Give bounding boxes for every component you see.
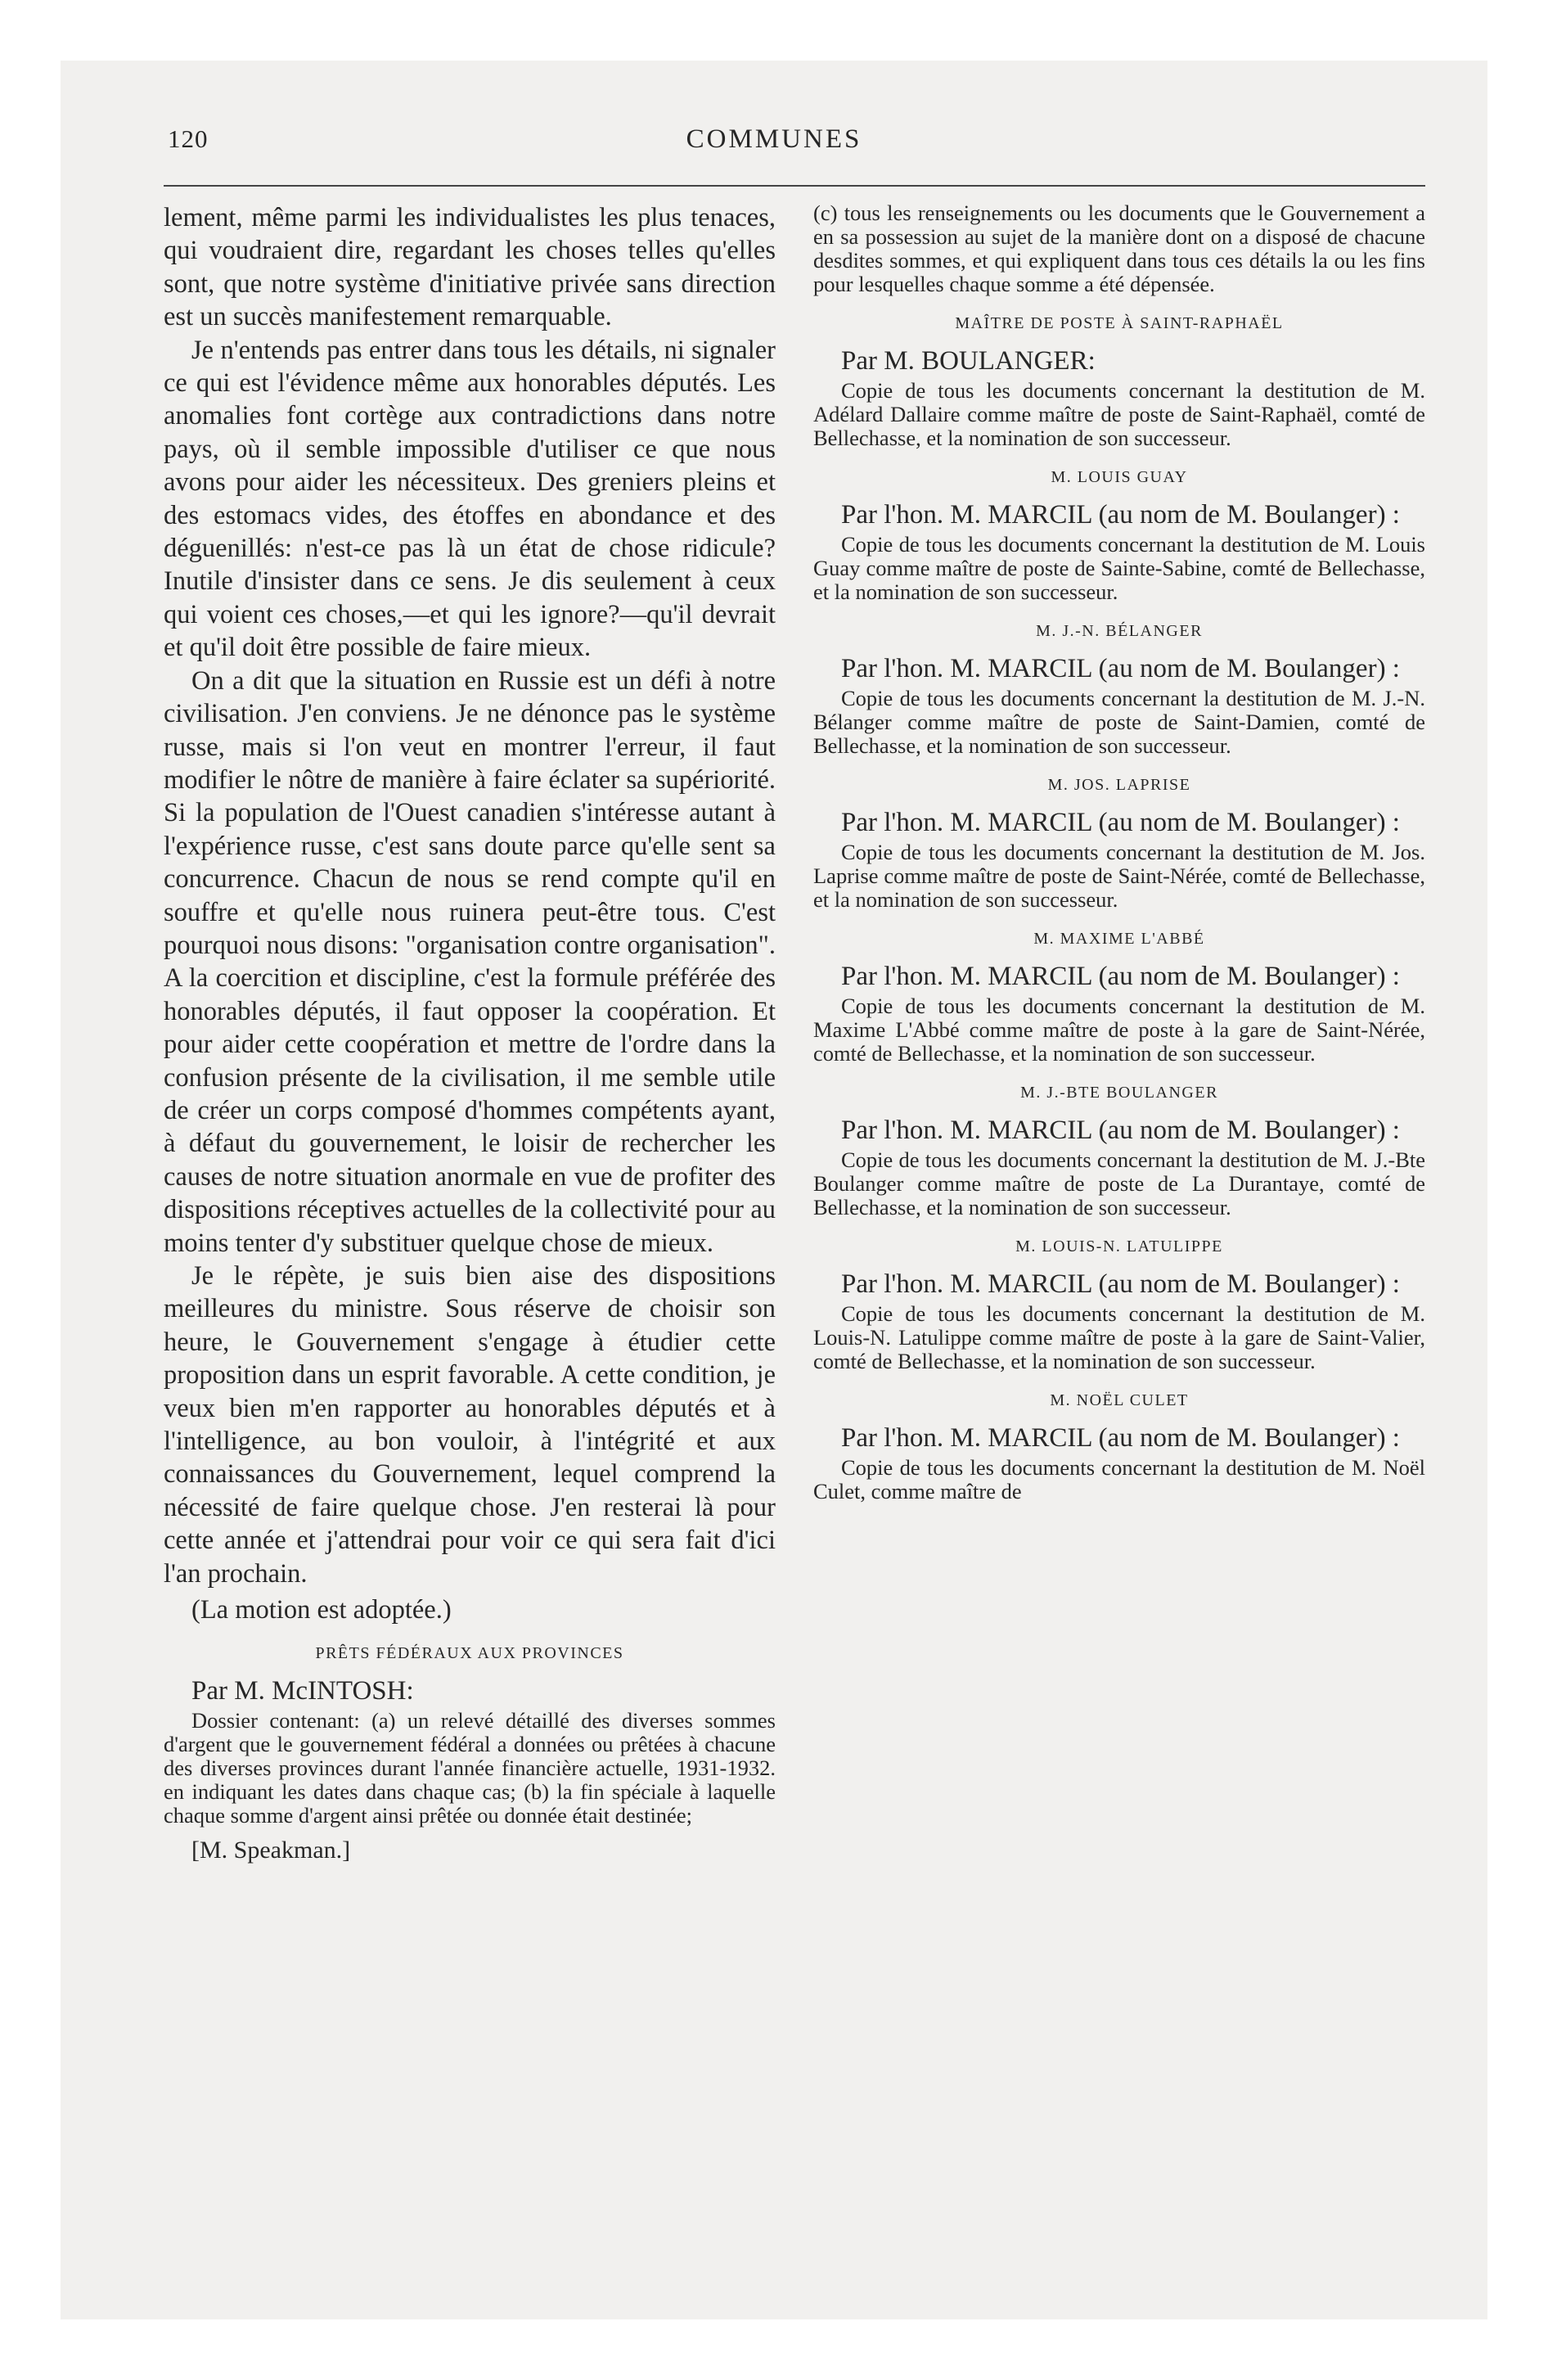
section xyxy=(813,930,1425,1066)
section-heading: PRÊTS FÉDÉRAUX AUX PROVINCES xyxy=(315,1644,624,1663)
section-text: Copie de tous les documents concernant la destitution de M. Maxime L'Abbé comme maître de poste à la gare de Saint-Nérée, comté de Bellechasse, et la nomination de son successeur. xyxy=(813,994,1425,1066)
section xyxy=(813,776,1425,912)
section-text: Copie de tous les documents concernant la destitution de M. Jos. Laprise comme maître de poste de Saint-Nérée, comté de Bellechasse, et la nomination de son successeur. xyxy=(813,840,1425,912)
mover-line: Par l'hon. M. MARCIL (au nom de M. Boulanger) : xyxy=(841,962,1400,991)
section xyxy=(813,314,1425,450)
section xyxy=(813,1391,1425,1503)
mover-line: Par l'hon. M. MARCIL (au nom de M. Boulanger) : xyxy=(841,654,1400,683)
section-heading: MAÎTRE DE POSTE À SAINT-RAPHAËL xyxy=(955,314,1284,332)
section xyxy=(813,622,1425,758)
page-number: 120 xyxy=(168,124,209,153)
section-heading: M. LOUIS-N. LATULIPPE xyxy=(1015,1237,1223,1255)
right-column xyxy=(813,201,1425,1503)
section-text: Copie de tous les documents concernant la destitution de M. Adélard Dallaire comme maître de poste de Saint-Raphaël, comté de Bellechasse, et la nomination de son successeur. xyxy=(813,378,1425,450)
section-heading: M. LOUIS GUAY xyxy=(1051,468,1188,486)
continuation-text: (c) tous les renseignements ou les documents que le Gouvernement a en sa possession au sujet de la manière dont on a disposé de chacune desdites sommes, et qui expliquent dans tous ces détails la ou les fins pour lesquelles chaque somme a été dépensée. xyxy=(813,201,1425,296)
speaker-footer: [M. Speakman.] xyxy=(191,1837,351,1864)
section-heading: M. MAXIME L'ABBÉ xyxy=(1033,930,1205,948)
section-heading: M. J.-BTE BOULANGER xyxy=(1020,1084,1218,1102)
mover-line: Par M. McINTOSH: xyxy=(191,1676,414,1706)
section xyxy=(813,1084,1425,1219)
paragraph: On a dit que la situation en Russie est un défi à notre civilisation. J'en conviens. Je ne dénonce pas le système russe, mais si l'on veut en montrer l'erreur, il faut modifier le nôtre de manière à faire éclater sa supériorité. Si la population de l'Ouest canadien s'intéresse autant à l'expérience russe, c'est sans doute parce qu'elle sent sa concurrence. Chacun de nous se rend compte qu'il en souffre et qu'elle nous ruinera peut-être tous. C'est pourquoi nous disons: "organisation contre organisation". A la coercition et discipline, c'est la formule préférée des honorables députés, il faut opposer la coopération. Et pour aider cette coopération et mettre de l'ordre dans la confusion présente de la civilisation, il me semble utile de créer un corps composé d'hommes compétents ayant, à défaut du gouvernement, le loisir de rechercher les causes de notre situation anormale en vue de profiter des dispositions réceptives actuelles de la collectivité pour au moins tenter d'y substituer quelque chose de mieux. xyxy=(164,665,776,1258)
mover-line: Par l'hon. M. MARCIL (au nom de M. Boulanger) : xyxy=(841,500,1400,530)
page-title: COMMUNES xyxy=(686,124,862,154)
left-column xyxy=(164,201,776,1865)
mover-line: Par l'hon. M. MARCIL (au nom de M. Boulanger) : xyxy=(841,808,1400,837)
paragraph: lement, même parmi les individualistes les plus tenaces, qui voudraient dire, regardant les choses telles qu'elles sont, que notre système d'initiative privée sans direction est un succès manifestement remarquable. xyxy=(164,203,776,332)
dossier-text: Dossier contenant: (a) un relevé détaillé des diverses sommes d'argent que le gouvernement fédéral a données ou prêtées à chacune des diverses provinces durant l'année financière actuelle, 1931-1932. en indiquant les dates dans chaque cas; (b) la fin spéciale à laquelle chaque somme d'argent ainsi prêtée ou donnée était destinée; xyxy=(164,1708,776,1828)
section-text: Copie de tous les documents concernant la destitution de M. J.-N. Bélanger comme maître de poste de Saint-Damien, comté de Bellechasse, et la nomination de son successeur. xyxy=(813,686,1425,758)
header-divider xyxy=(164,185,1425,187)
paragraph: Je n'entends pas entrer dans tous les détails, ni signaler ce qui est l'évidence même aux honorables députés. Les anomalies font cortège aux contradictions dans notre pays, où il semble impossible d'utiliser ce que nous avons pour aider les nécessiteux. Des greniers pleins et des estomacs vides, des étoffes en abondance et des déguenillés: n'est-ce pas là un état de chose ridicule? Inutile d'insister dans ce sens. Je dis seulement à ceux qui voient ces choses,—et qui les ignore?—qu'il devrait et qu'il doit être possible de faire mieux. xyxy=(164,335,776,663)
section xyxy=(813,1237,1425,1373)
section-text: Copie de tous les documents concernant la destitution de M. J.-Bte Boulanger comme maître de poste de La Durantaye, comté de Bellechasse, et la nomination de son successeur. xyxy=(813,1147,1425,1219)
section-heading: M. J.-N. BÉLANGER xyxy=(1036,622,1203,640)
section xyxy=(813,468,1425,604)
section-text: Copie de tous les documents concernant la destitution de M. Noël Culet, comme maître de xyxy=(813,1455,1425,1503)
section-text: Copie de tous les documents concernant la destitution de M. Louis Guay comme maître de poste de Sainte-Sabine, comté de Bellechasse, et la nomination de son successeur. xyxy=(813,532,1425,604)
section-heading: M. JOS. LAPRISE xyxy=(1047,776,1191,794)
mover-line: Par M. BOULANGER: xyxy=(841,346,1096,376)
mover-line: Par l'hon. M. MARCIL (au nom de M. Boulanger) : xyxy=(841,1423,1400,1453)
section-heading: M. NOËL CULET xyxy=(1050,1391,1189,1409)
paragraph: Je le répète, je suis bien aise des dispositions meilleures du ministre. Sous réserve de choisir son heure, le Gouvernement s'engage à étudier cette proposition dans un esprit favorable. A cette condition, je veux bien m'en rapporter au honorables députés et à l'intelligence, au bon vouloir, à l'intégrité et aux connaissances du Gouvernement, lequel comprend la nécessité de faire quelque chose. J'en resterai là pour cette année et j'attendrai pour voir ce qui sera fait d'ici l'an prochain. xyxy=(164,1261,776,1589)
mover-line: Par l'hon. M. MARCIL (au nom de M. Boulanger) : xyxy=(841,1116,1400,1145)
section-text: Copie de tous les documents concernant la destitution de M. Louis-N. Latulippe comme maître de poste à la gare de Saint-Valier, comté de Bellechasse, et la nomination de son successeur. xyxy=(813,1301,1425,1373)
motion-adopted: (La motion est adoptée.) xyxy=(191,1595,452,1625)
mover-line: Par l'hon. M. MARCIL (au nom de M. Boulanger) : xyxy=(841,1269,1400,1299)
